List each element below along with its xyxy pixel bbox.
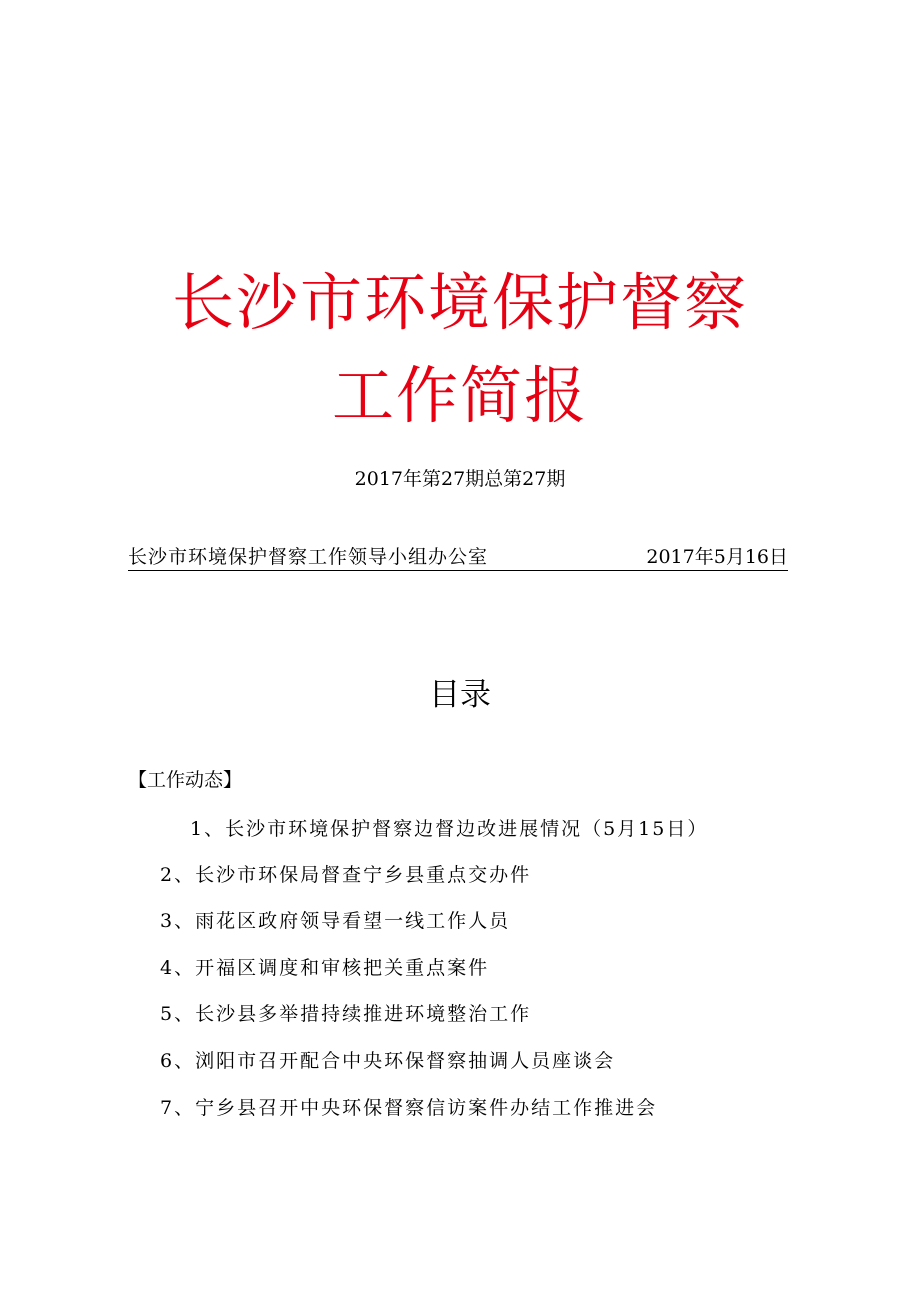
toc-item[interactable]: 6、浏阳市召开配合中央环保督察抽调人员座谈会 xyxy=(160,1050,616,1072)
toc-item[interactable]: 1、长沙市环境保护督察边督边改进展情况（5月15日） xyxy=(190,818,709,840)
bulletin-title-line2: 工作简报 xyxy=(331,359,588,432)
publisher-line xyxy=(128,544,788,571)
bulletin-title-line1: 长沙市环境保护督察 xyxy=(171,266,748,339)
issue-number: 2017年第27期总第27期 xyxy=(354,468,566,490)
toc-item[interactable]: 5、长沙县多举措持续推进环境整治工作 xyxy=(160,1003,532,1025)
toc-heading: 目录 xyxy=(429,677,491,713)
toc-section-label: 【工作动态】 xyxy=(128,769,243,791)
publisher-name: 长沙市环境保护督察工作领导小组办公室 xyxy=(128,546,489,568)
toc-item[interactable]: 2、长沙市环保局督查宁乡县重点交办件 xyxy=(160,864,532,886)
toc-item[interactable]: 3、雨花区政府领导看望一线工作人员 xyxy=(160,910,511,932)
toc-item[interactable]: 7、宁乡县召开中央环保督察信访案件办结工作推进会 xyxy=(160,1097,658,1119)
publish-date: 2017年5月16日 xyxy=(646,546,788,568)
toc-item[interactable]: 4、开福区调度和审核把关重点案件 xyxy=(160,957,490,979)
